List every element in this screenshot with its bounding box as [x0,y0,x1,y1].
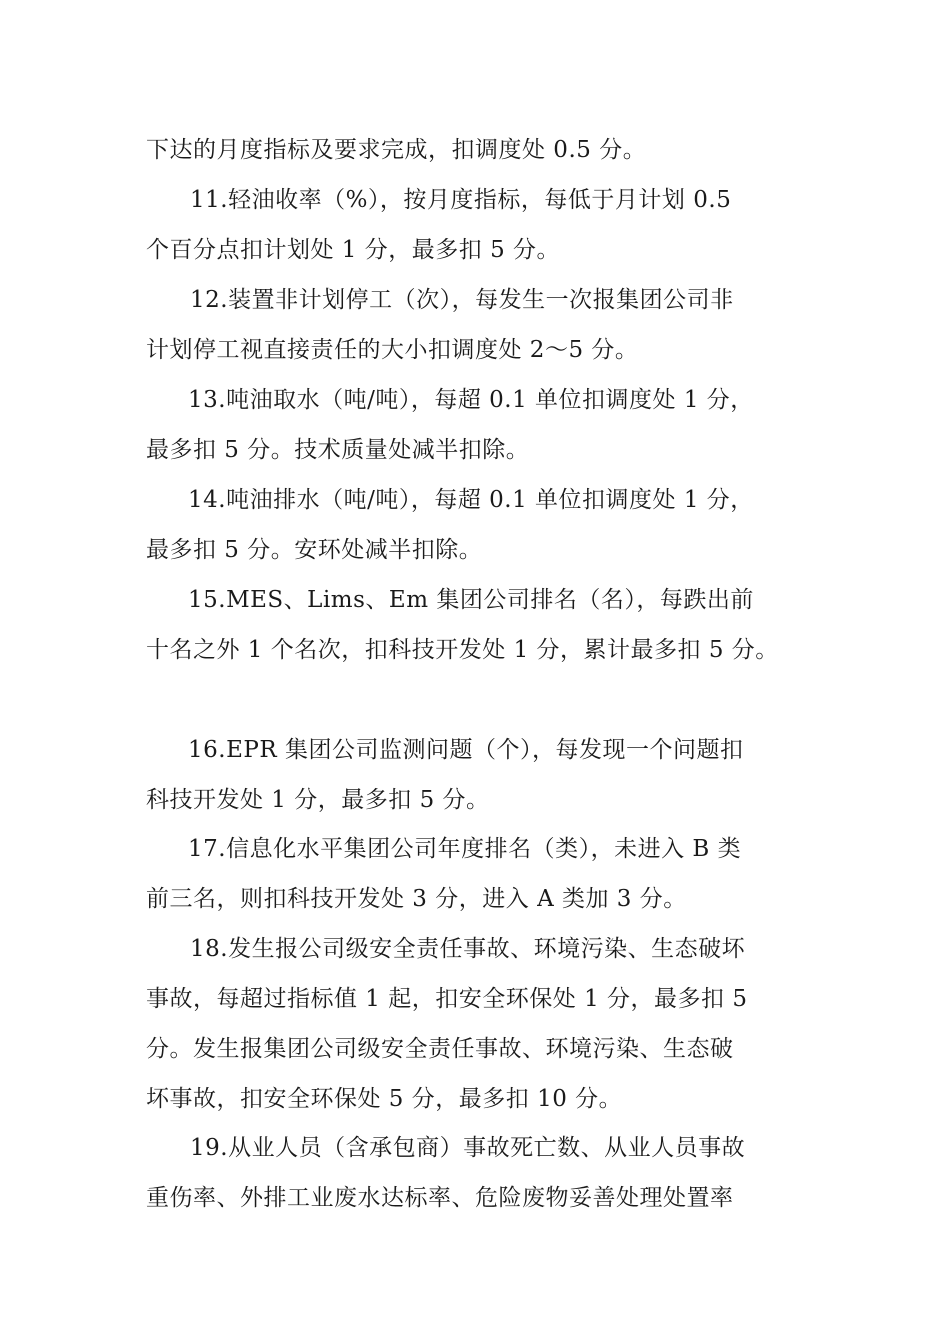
text-line: 最多扣 5 分。安环处减半扣除。 [146,537,483,563]
item-14-heading: 14.吨油排水（吨/吨），每超 0.1 单位扣调度处 1 分， [188,487,754,513]
text-line: 科技开发处 1 分，最多扣 5 分。 [146,787,490,813]
item-11-heading: 11.轻油收率（%），按月度指标，每低于月计划 0.5 [190,187,732,213]
text-line: 前三名，则扣科技开发处 3 分，进入 A 类加 3 分。 [146,886,687,912]
item-16-heading: 16.EPR 集团公司监测问题（个），每发现一个问题扣 [188,737,744,763]
item-19-heading: 19.从业人员（含承包商）事故死亡数、从业人员事故 [190,1135,746,1161]
text-line: 坏事故，扣安全环保处 5 分，最多扣 10 分。 [146,1086,623,1112]
item-15-heading: 15.MES、Lims、Em 集团公司排名（名），每跌出前 [188,587,754,613]
text-line: 重伤率、外排工业废水达标率、危险废物妥善处理处置率 [146,1185,734,1211]
item-12-heading: 12.装置非计划停工（次），每发生一次报集团公司非 [190,287,734,313]
text-line: 下达的月度指标及要求完成，扣调度处 0.5 分。 [146,137,647,163]
text-line: 十名之外 1 个名次，扣科技开发处 1 分，累计最多扣 5 分。 [146,637,779,663]
text-line: 个百分点扣计划处 1 分，最多扣 5 分。 [146,237,561,263]
text-line: 最多扣 5 分。技术质量处减半扣除。 [146,437,530,463]
item-13-heading: 13.吨油取水（吨/吨），每超 0.1 单位扣调度处 1 分， [188,387,754,413]
item-18-heading: 18.发生报公司级安全责任事故、环境污染、生态破坏 [190,936,746,962]
text-line: 分。发生报集团公司级安全责任事故、环境污染、生态破 [146,1036,734,1062]
text-line: 计划停工视直接责任的大小扣调度处 2～5 分。 [146,337,639,363]
text-line: 事故，每超过指标值 1 起，扣安全环保处 1 分，最多扣 5 [146,986,748,1012]
item-17-heading: 17.信息化水平集团公司年度排名（类），未进入 B 类 [188,836,742,862]
